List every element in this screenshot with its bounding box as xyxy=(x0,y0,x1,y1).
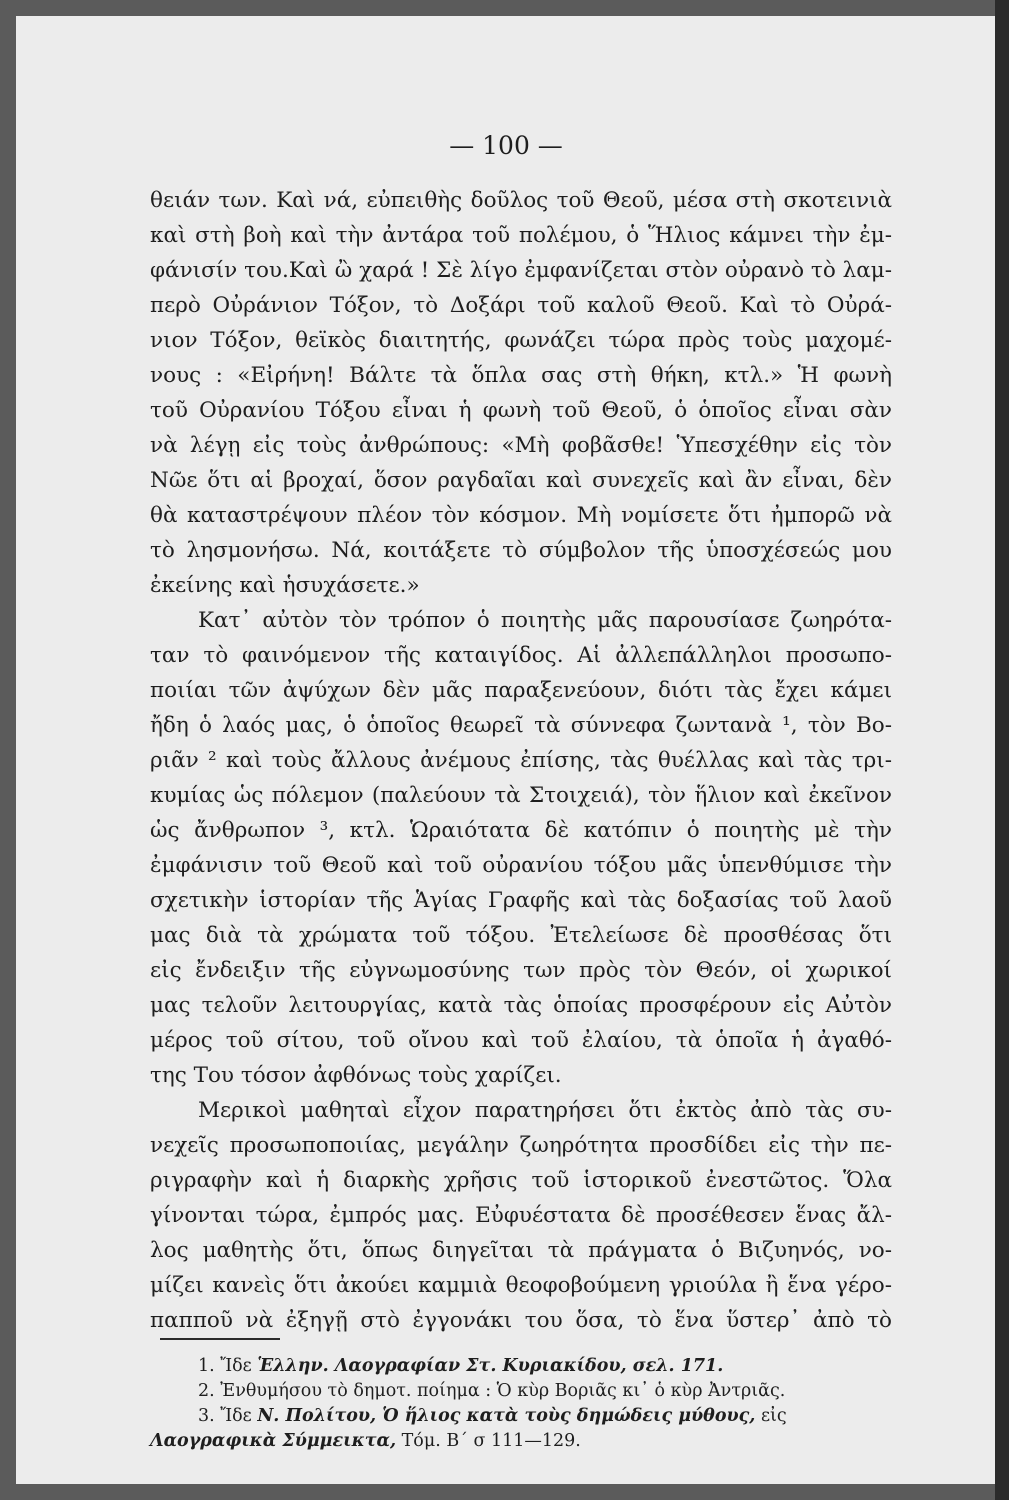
text-line: της Του τόσον ἀφθόνως τοὺς χαρίζει. xyxy=(150,1063,562,1088)
text-line: καὶ στὴ βοὴ καὶ τὴν ἀντάρα τοῦ πολέμου, ὁ Ἥλιος κάμνει τὴν ἐμ- xyxy=(150,223,892,248)
text-line: τοῦ Οὐρανίου Τόξου εἶναι ἡ φωνὴ τοῦ Θεοῦ, ὁ ὁποῖος εἶναι σὰν xyxy=(150,398,892,423)
page-number: — 100 — xyxy=(449,131,563,160)
text-line: τὸ λησμονήσω. Νά, κοιτάξετε τὸ σύμβολον τῆς ὑποσχέσεώς μου xyxy=(150,538,892,563)
text-line: γίνονται τώρα, ἐμπρός μας. Εὐφυέστατα δὲ προσέθεσεν ἕνας ἄλ- xyxy=(150,1203,892,1228)
footnote-text: 1. Ἴδε xyxy=(198,1356,258,1376)
footnote-2: 2. Ἐνθυμήσου τὸ δημοτ. ποίημα : Ὁ κὺρ Βοριᾶς κι᾽ ὁ κὺρ Ἀντριᾶς. xyxy=(198,1381,786,1401)
footnote-3-continued xyxy=(150,1431,581,1451)
text-line: Νῶε ὅτι αἱ βροχαί, ὅσον ραγδαῖαι καὶ συνεχεῖς καὶ ἂν εἶναι, δὲν xyxy=(150,468,892,493)
footnote-1 xyxy=(198,1356,723,1376)
footnote-text: εἰς xyxy=(755,1406,787,1426)
text-line: παπποῦ νὰ ἐξηγῇ στὸ ἐγγονάκι του ὅσα, τὸ ἕνα ὕστερ᾽ ἀπὸ τὸ xyxy=(150,1308,892,1333)
paragraph-start-line: Μερικοὶ μαθηταὶ εἶχον παρατηρήσει ὅτι ἐκτὸς ἀπὸ τὰς συ- xyxy=(198,1098,892,1123)
footnote-3 xyxy=(198,1406,787,1426)
text-line: περὸ Οὐράνιον Τόξον, τὸ Δοξάρι τοῦ καλοῦ Θεοῦ. Καὶ τὸ Οὐρά- xyxy=(150,293,892,318)
book-page xyxy=(16,16,996,1484)
text-line: κυμίας ὡς πόλεμον (παλεύουν τὰ Στοιχειά), τὸν ἥλιον καὶ ἐκεῖνον xyxy=(150,783,892,808)
text-line: νὰ λέγῃ εἰς τοὺς ἀνθρώπους: «Μὴ φοβᾶσθε! Ὑπεσχέθην εἰς τὸν xyxy=(150,433,892,458)
text-line: μίζει κανεὶς ὅτι ἀκούει καμμιὰ θεοφοβούμενη γριούλα ἢ ἕνα γέρο- xyxy=(150,1273,892,1298)
text-line: μας διὰ τὰ χρώματα τοῦ τόξου. Ἐτελείωσε δὲ προσθέσας ὅτι xyxy=(150,923,892,948)
text-line: ριγραφὴν καὶ ἡ διαρκὴς χρῆσις τοῦ ἱστορικοῦ ἐνεστῶτος. Ὅλα xyxy=(150,1168,892,1193)
footnote-divider xyxy=(160,1338,280,1340)
text-line: εἰς ἔνδειξιν τῆς εὐγνωμοσύνης των πρὸς τὸν Θεόν, οἱ χωρικοί xyxy=(150,958,892,983)
text-line: ἤδη ὁ λαός μας, ὁ ὁποῖος θεωρεῖ τὰ σύννεφα ζωντανὰ ¹, τὸν Βο- xyxy=(150,713,892,738)
text-line: μας τελοῦν λειτουργίας, κατὰ τὰς ὁποίας προσφέρουν εἰς Αὐτὸν xyxy=(150,993,892,1018)
text-line: θειάν των. Καὶ νά, εὐπειθὴς δοῦλος τοῦ Θεοῦ, μέσα στὴ σκοτεινιὰ xyxy=(150,188,892,213)
footnote-text: Τόμ. Β´ σ 111—129. xyxy=(396,1431,581,1451)
text-line: λος μαθητὴς ὅτι, ὅπως διηγεῖται τὰ πράγματα ὁ Βιζυηνός, νο- xyxy=(150,1238,892,1263)
text-line: ριᾶν ² καὶ τοὺς ἄλλους ἀνέμους ἐπίσης, τὰς θυέλλας καὶ τὰς τρι- xyxy=(150,748,892,773)
text-line: φάνισίν του.Καὶ ὢ χαρά ! Σὲ λίγο ἐμφανίζεται στὸν οὐρανὸ τὸ λαμ- xyxy=(150,258,892,283)
footnote-citation: Ὁ ἥλιος κατὰ τοὺς δημώδεις μύθους, xyxy=(382,1406,756,1426)
text-line: σχετικὴν ἱστορίαν τῆς Ἁγίας Γραφῆς καὶ τὰς δοξασίας τοῦ λαοῦ xyxy=(150,888,892,913)
footnote-citation: Ἑλλην. Λαογραφίαν Στ. Κυριακίδου, σελ. 171. xyxy=(257,1356,724,1376)
text-line: νεχεῖς προσωποποιίας, μεγάλην ζωηρότητα προσδίδει εἰς τὴν πε- xyxy=(150,1133,892,1158)
text-line: ὡς ἄνθρωπον ³, κτλ. Ὡραιότατα δὲ κατόπιν ὁ ποιητὴς μὲ τὴν xyxy=(150,818,892,843)
text-line: ἐκείνης καὶ ἡσυχάσετε.» xyxy=(150,573,420,598)
footnote-text: 3. Ἴδε xyxy=(198,1406,258,1426)
text-line: ποιίαι τῶν ἀψύχων δὲν μᾶς παραξενεύουν, διότι τὰς ἔχει κάμει xyxy=(150,678,892,703)
text-line: θὰ καταστρέψουν πλέον τὸν κόσμον. Μὴ νομίσετε ὅτι ἠμπορῶ νὰ xyxy=(150,503,892,528)
footnote-citation: Λαογραφικὰ Σύμμεικτα, xyxy=(150,1431,397,1451)
text-line: μέρος τοῦ σίτου, τοῦ οἴνου καὶ τοῦ ἐλαίου, τὰ ὁποῖα ἡ ἀγαθό- xyxy=(150,1028,892,1053)
text-line: νους : «Εἰρήνη! Βάλτε τὰ ὅπλα σας στὴ θήκη, κτλ.» Ἡ φωνὴ xyxy=(150,363,892,388)
text-line: ἐμφάνισιν τοῦ Θεοῦ καὶ τοῦ οὐρανίου τόξου μᾶς ὑπενθύμισε τὴν xyxy=(150,853,892,878)
text-line: ταν τὸ φαινόμενον τῆς καταιγίδος. Αἱ ἀλλεπάλληλοι προσωπο- xyxy=(150,643,892,668)
footnote-author: Ν. Πολίτου, xyxy=(257,1406,383,1426)
scan-edge xyxy=(995,0,1009,1500)
text-line: νιον Τόξον, θεϊκὸς διαιτητής, φωνάζει τώρα πρὸς τοὺς μαχομέ- xyxy=(150,328,892,353)
paragraph-start-line: Κατ᾽ αὐτὸν τὸν τρόπον ὁ ποιητὴς μᾶς παρουσίασε ζωηρότα- xyxy=(198,608,892,633)
